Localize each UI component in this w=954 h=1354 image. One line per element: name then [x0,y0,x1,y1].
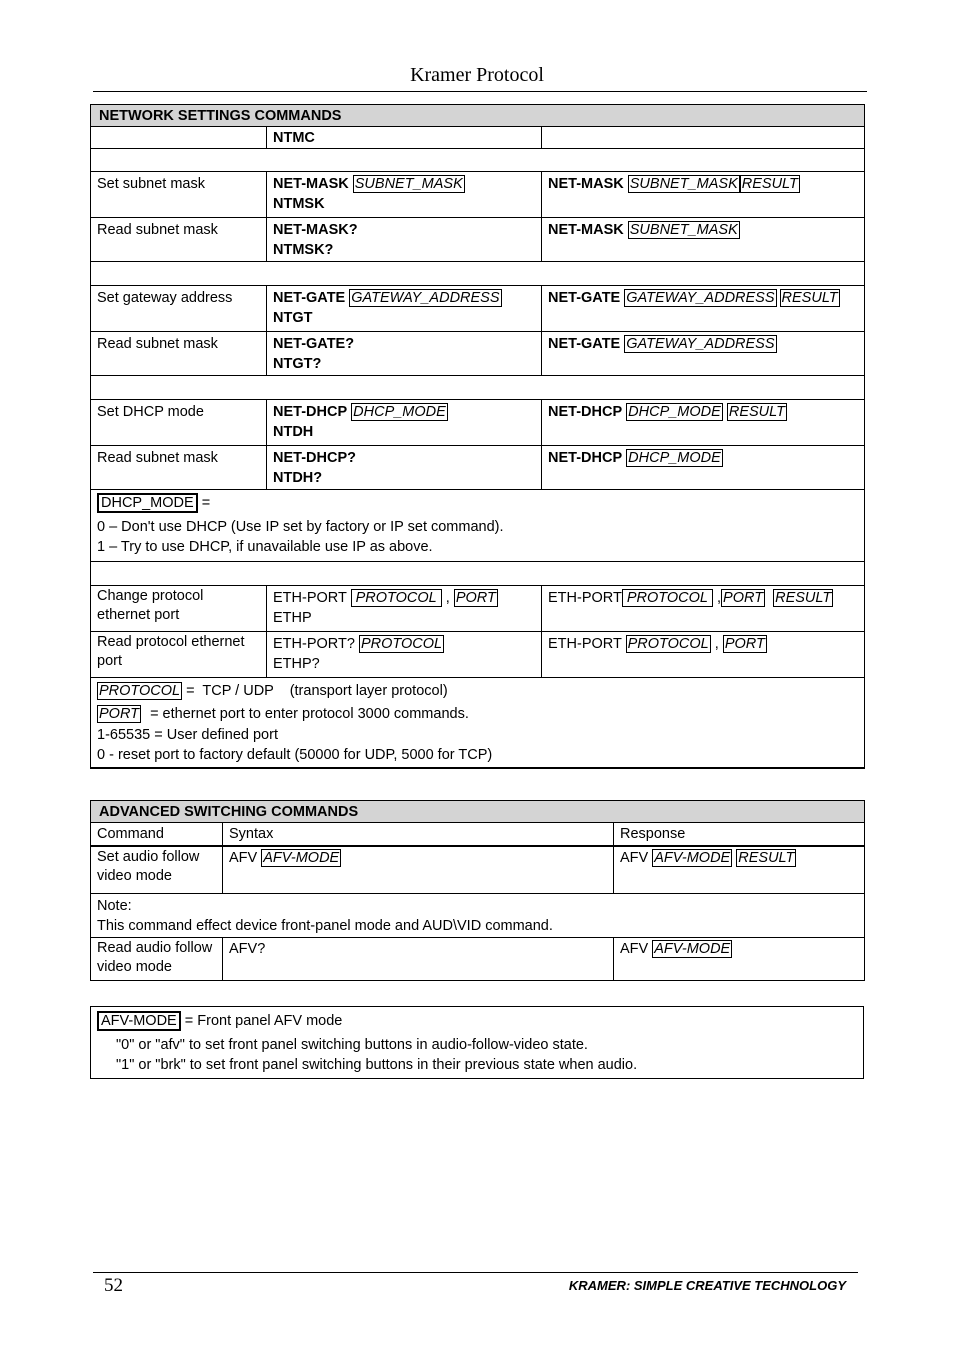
syntax-cell: NET-GATE GATEWAY_ADDRESS NTGT [267,286,542,332]
afv-mode-table [90,1006,864,1079]
command-label: Read subnet mask [91,446,267,490]
page-number: 52 [104,1275,123,1296]
command-label: Change protocol ethernet port [91,586,267,632]
response-cell: NET-GATE GATEWAY_ADDRESS [542,332,865,376]
response-cell: NET-DHCP DHCP_MODE [542,446,865,490]
column-header-syntax: Syntax [223,823,614,846]
response-cell: ETH-PORT PROTOCOL , PORT RESULT [542,586,865,632]
footer-rule [93,1272,858,1273]
spacer-row [91,149,865,172]
afv-mode-note: AFV-MODE = Front panel AFV mode "0" or "afv" to set front panel switching buttons in audio-follow-video state. "1" or "brk" to set front panel switching buttons in their previous state when audio. [91,1007,864,1079]
response-cell: NET-GATE GATEWAY_ADDRESS RESULT [542,286,865,332]
footer-tagline: KRAMER: SIMPLE CREATIVE TECHNOLOGY [568,1278,846,1293]
command-label: Set subnet mask [91,172,267,218]
column-header-response: Response [614,823,865,846]
param-box: AFV-MODE [97,1011,181,1031]
response-cell: ETH-PORT PROTOCOL , PORT [542,632,865,678]
syntax-cell: NET-DHCP? NTDH? [267,446,542,490]
syntax-cell: NET-MASK? NTMSK? [267,218,542,262]
network-settings-table [90,104,865,769]
spacer-row [91,262,865,286]
command-label: Set DHCP mode [91,400,267,446]
syntax-cell: NET-MASK SUBNET_MASK NTMSK [267,172,542,218]
command-label: Read subnet mask [91,332,267,376]
advanced-note: Note: This command effect device front-panel mode and AUD\VID command. [91,894,865,938]
response-cell: NET-DHCP DHCP_MODE RESULT [542,400,865,446]
syntax-cell: ETH-PORT? PROTOCOL ETHP? [267,632,542,678]
advanced-switching-table [90,800,865,981]
section-title: ADVANCED SWITCHING COMMANDS [91,801,865,823]
port-note: PROTOCOL = TCP / UDP (transport layer protocol) PORT = ethernet port to enter protocol 3000 commands. 1-65535 = User defined port 0 - reset port to factory default (50000 for UDP, 5000 for TCP) [91,678,865,768]
response-cell: NET-MASK SUBNET_MASK RESULT [542,172,865,218]
syntax-cell: NET-GATE? NTGT? [267,332,542,376]
command-label: Set audio follow video mode [91,846,223,894]
param-box: SUBNET_MASK [354,176,463,192]
spacer-row [91,376,865,400]
command-label: Read subnet mask [91,218,267,262]
column-header-command: Command [91,823,223,846]
response-cell: AFV AFV-MODE [614,938,865,981]
syntax-cell: NET-DHCP DHCP_MODE NTDH [267,400,542,446]
param-box: PROTOCOL [99,683,181,699]
spacer-row [91,562,865,586]
command-label: Read protocol ethernet port [91,632,267,678]
param-box: DHCP_MODE [97,493,198,513]
syntax-cell: AFV? [223,938,614,981]
ntmc-cell: NTMC [267,127,542,149]
command-label: Read audio follow video mode [91,938,223,981]
response-cell: NET-MASK SUBNET_MASK [542,218,865,262]
param-box: PORT [99,706,140,722]
syntax-cell: AFV AFV-MODE [223,846,614,894]
response-cell: AFV AFV-MODE RESULT [614,846,865,894]
section-title: NETWORK SETTINGS COMMANDS [91,105,865,127]
syntax-cell: ETH-PORT PROTOCOL , PORT ETHP [267,586,542,632]
header-rule [93,91,867,92]
page-header-title: Kramer Protocol [410,64,544,86]
command-label: Set gateway address [91,286,267,332]
dhcp-note: DHCP_MODE = 0 – Don't use DHCP (Use IP set by factory or IP set command). 1 – Try to use DHCP, if unavailable use IP as above. [91,490,865,562]
